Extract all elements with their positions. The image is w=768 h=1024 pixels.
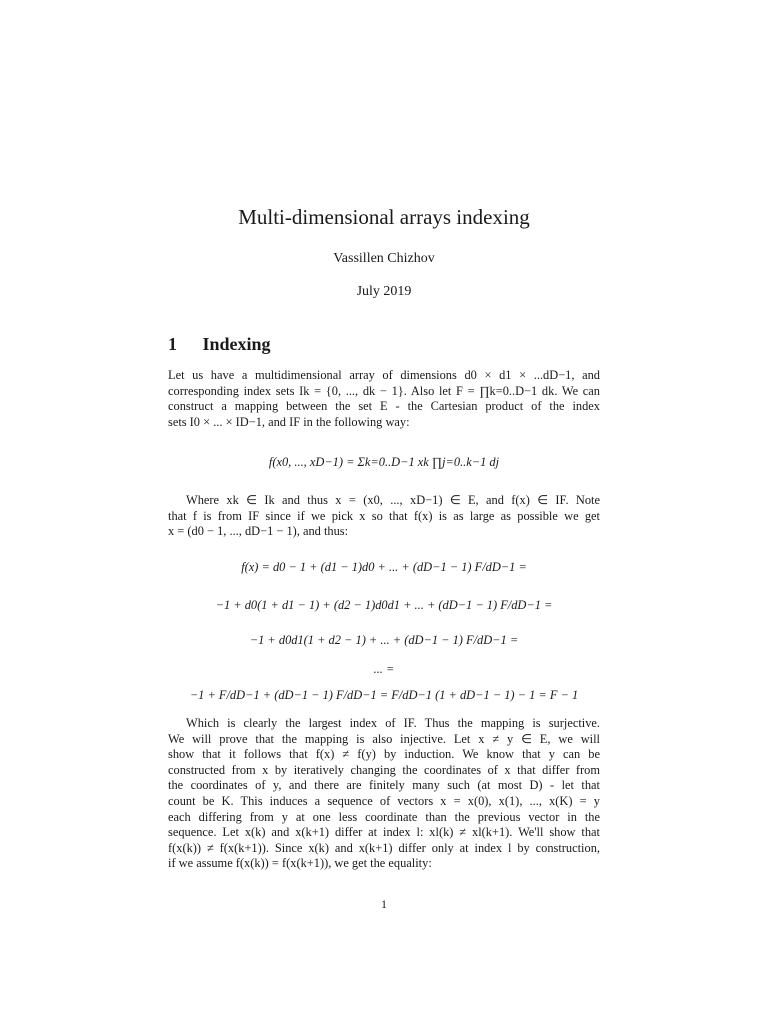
paragraph-line: We will prove that the mapping is also injective. Let x ≠ y ∈ E, we will bbox=[168, 731, 600, 746]
section-heading bbox=[168, 334, 271, 355]
paragraph-line: each differing from y at one less coordinate than the previous vector in the bbox=[168, 809, 600, 824]
paragraph-line: x = (d0 − 1, ..., dD−1 − 1), and thus: bbox=[168, 524, 349, 539]
paragraph-line: if we assume f(x(k)) = f(x(k+1)), we get the equality: bbox=[168, 856, 432, 871]
paragraph-line: f(x(k)) ≠ f(x(k+1)). Since x(k) and x(k+1) differ only at index l by construction, bbox=[168, 840, 600, 855]
paragraph-line: corresponding index sets Ik = {0, ..., dk − 1}. Also let F = ∏k=0..D−1 dk. We can bbox=[168, 383, 600, 398]
paragraph-line: sets I0 × ... × ID−1, and IF in the following way: bbox=[168, 414, 410, 429]
paragraph-line: Where xk ∈ Ik and thus x = (x0, ..., xD−1) ∈ E, and f(x) ∈ IF. Note bbox=[186, 493, 600, 507]
equation-chain-line: ... = bbox=[373, 662, 395, 676]
paragraph-line: Which is clearly the largest index of IF. Thus the mapping is surjective. bbox=[186, 716, 600, 730]
paragraph-line: that f is from IF since if we pick x so that f(x) is as large as possible we get bbox=[168, 508, 600, 523]
paragraph-line: construct a mapping between the set E - the Cartesian product of the index bbox=[168, 399, 600, 414]
paragraph-line: the coordinates of y, and there are finitely many such (at most D) - let that bbox=[168, 778, 600, 793]
equation-chain-line: −1 + d0d1(1 + d2 − 1) + ... + (dD−1 − 1) F/dD−1 = bbox=[249, 633, 519, 647]
paper-title: Multi-dimensional arrays indexing bbox=[238, 205, 530, 229]
paper-date: July 2019 bbox=[356, 284, 412, 299]
paragraph-line: count be K. This induces a sequence of vectors x = x(0), x(1), ..., x(K) = y bbox=[168, 793, 600, 808]
paragraph-line: show that it follows that f(x) ≠ f(y) by induction. We know that y can be bbox=[168, 747, 600, 762]
paragraph-line: sequence. Let x(k) and x(k+1) differ at index l: xl(k) ≠ xl(k+1). We'll show that bbox=[168, 825, 600, 840]
paper-author: Vassillen Chizhov bbox=[333, 251, 435, 266]
paragraph-injective bbox=[168, 716, 600, 872]
page-number: 1 bbox=[381, 897, 387, 911]
section-title: Indexing bbox=[202, 334, 271, 354]
paragraph-line: constructed from x by iteratively changing the coordinates of x that differ from bbox=[168, 762, 600, 777]
paragraph-line: Let us have a multidimensional array of dimensions d0 × d1 × ...dD−1, and bbox=[168, 368, 600, 382]
equation-chain-line: f(x) = d0 − 1 + (d1 − 1)d0 + ... + (dD−1 − 1) F/dD−1 = bbox=[241, 560, 527, 574]
equation-chain-line: −1 + F/dD−1 + (dD−1 − 1) F/dD−1 = F/dD−1 (1 + dD−1 − 1) − 1 = F − 1 bbox=[189, 688, 579, 702]
paragraph-intro bbox=[168, 368, 600, 430]
paragraph-where bbox=[168, 493, 600, 540]
equation-chain-line: −1 + d0(1 + d1 − 1) + (d2 − 1)d0d1 + ... + (dD−1 − 1) F/dD−1 = bbox=[215, 598, 553, 612]
equation-mapping: f(x0, ..., xD−1) = Σk=0..D−1 xk ∏j=0..k−1 dj bbox=[268, 455, 500, 469]
section-number: 1 bbox=[168, 334, 177, 354]
